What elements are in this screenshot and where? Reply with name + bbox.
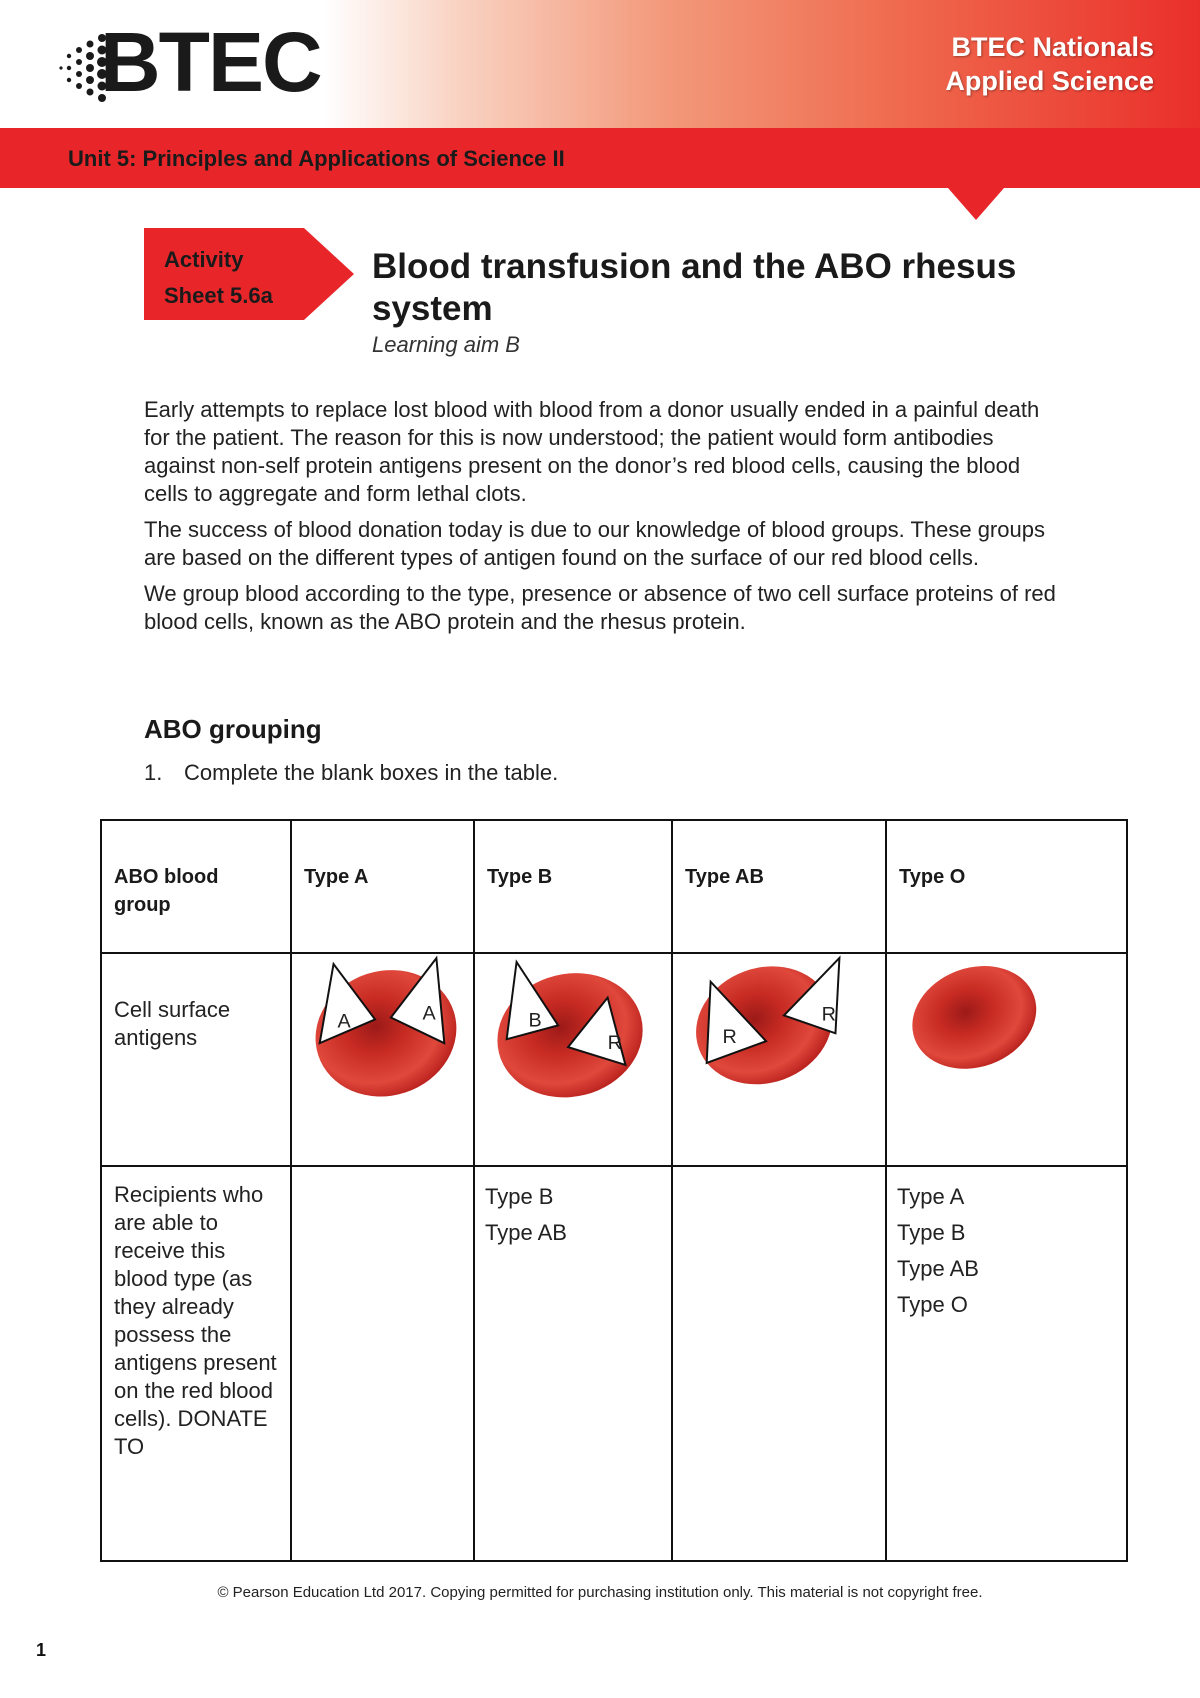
antigen-label: B	[528, 1009, 542, 1032]
btec-logo	[58, 15, 338, 122]
row-label-antigens	[101, 953, 291, 1166]
red-blood-cell-type-ab-icon	[673, 954, 885, 1165]
cell-antigens-type-o	[886, 953, 1127, 1166]
cell-antigens-type-ab	[672, 953, 886, 1166]
antigen-label: A	[422, 1002, 436, 1025]
cell-antigens-type-b	[474, 953, 672, 1166]
recipients-label-text: Recipients who are able to receive this blood type (as they already possess the antigens present on the red blood cells). DONATE TO	[114, 1182, 277, 1459]
instruction	[144, 760, 558, 786]
copyright-footer: © Pearson Education Ltd 2017. Copying permitted for purchasing institution only. This material is not copyright free.	[217, 1584, 983, 1601]
table-row-recipients	[101, 1166, 1127, 1561]
list-item: Type AB	[485, 1220, 567, 1245]
list-item: Type A	[897, 1184, 965, 1209]
activity-line-2: Sheet 5.6a	[164, 283, 273, 308]
list-item: Type AB	[897, 1256, 979, 1281]
cell-recipients-type-b	[474, 1166, 672, 1561]
logo-wordmark: BTEC	[100, 15, 321, 109]
page-number: 1	[36, 1640, 47, 1660]
header-type-b: Type B	[474, 820, 672, 953]
header-abo-blood-group: ABO blood group	[101, 820, 291, 953]
header-type-o: Type O	[886, 820, 1127, 953]
row-label-recipients	[101, 1166, 291, 1561]
activity-line-1: Activity	[164, 247, 244, 272]
cell-recipients-type-o	[886, 1166, 1127, 1561]
cell-recipients-type-a	[291, 1166, 474, 1561]
page-title: Blood transfusion and the ABO rhesus system	[372, 247, 1017, 328]
antigen-label: A	[337, 1010, 351, 1033]
antigen-label: R	[607, 1032, 622, 1055]
table-row-antigens	[101, 953, 1127, 1166]
red-blood-cell-type-o-icon	[887, 954, 1126, 1165]
instruction-number: 1.	[144, 760, 163, 785]
unit-bar-notch	[948, 188, 1004, 220]
cell-antigens-type-a	[291, 953, 474, 1166]
intro-paragraph: The success of blood donation today is due to our knowledge of blood groups. These groups are based on the different types of antigen found on the surface of our red blood cells.	[144, 517, 1045, 570]
red-blood-cell-type-a-icon	[292, 954, 473, 1165]
antigens-label-text: Cell surface antigens	[114, 997, 231, 1050]
antigen-label: R	[722, 1026, 737, 1049]
unit-title: Unit 5: Principles and Applications of Science II	[68, 146, 565, 171]
list-item: Type O	[897, 1292, 968, 1317]
section-heading: ABO grouping	[144, 714, 322, 744]
antigen-label: R	[821, 1003, 836, 1026]
intro-text	[144, 396, 1064, 644]
series-line-1: BTEC Nationals	[951, 32, 1154, 62]
series-line-2: Applied Science	[945, 66, 1154, 96]
activity-label	[164, 242, 273, 314]
red-blood-cell-type-b-icon	[475, 954, 671, 1165]
series-title	[945, 30, 1154, 98]
header-type-a: Type A	[291, 820, 474, 953]
intro-paragraph: We group blood according to the type, presence or absence of two cell surface proteins of red blood cells, known as the ABO protein and the rhesus protein.	[144, 581, 1056, 634]
list-item: Type B	[897, 1220, 966, 1245]
intro-paragraph: Early attempts to replace lost blood with blood from a donor usually ended in a painful death for the patient. The reason for this is now understood; the patient would form antibodies against non-self protein antigens present on the donor’s red blood cells, causing the blood cells to aggregate and form lethal clots.	[144, 397, 1040, 506]
learning-aim: Learning aim B	[372, 332, 520, 357]
cell-recipients-type-ab	[672, 1166, 886, 1561]
instruction-text: Complete the blank boxes in the table.	[184, 760, 559, 785]
blood-group-table	[100, 819, 1128, 1562]
table-header-row	[101, 820, 1127, 953]
header-type-ab: Type AB	[672, 820, 886, 953]
list-item: Type B	[485, 1184, 554, 1209]
